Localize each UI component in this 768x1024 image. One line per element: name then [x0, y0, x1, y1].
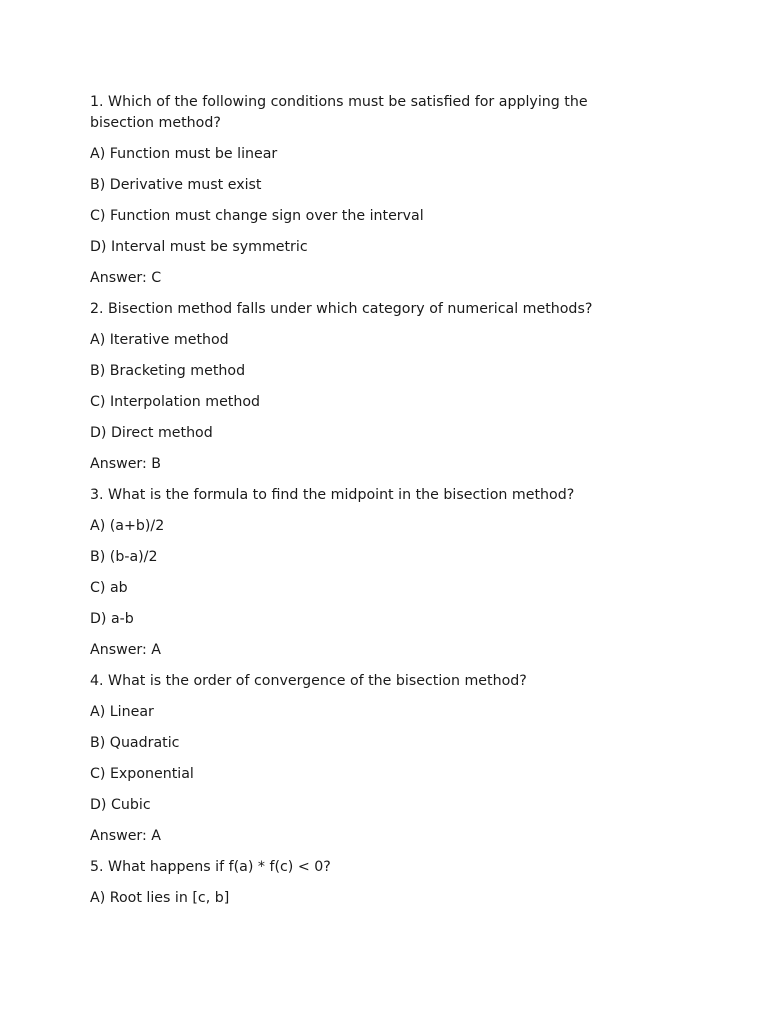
question-2: 2. Bisection method falls under which category of numerical methods?: [90, 301, 593, 317]
option-3b: B) (b-a)/2: [90, 549, 158, 565]
option-5a: A) Root lies in [c, b]: [90, 890, 230, 906]
option-4a: A) Linear: [90, 704, 154, 720]
question-4: 4. What is the order of convergence of the bisection method?: [90, 673, 527, 689]
option-2d: D) Direct method: [90, 425, 213, 441]
answer-4: Answer: A: [90, 828, 161, 844]
answer-1: Answer: C: [90, 270, 162, 286]
answer-3: Answer: A: [90, 642, 161, 658]
option-2b: B) Bracketing method: [90, 363, 246, 379]
option-2a: A) Iterative method: [90, 332, 229, 348]
question-1: 1. Which of the following conditions must be satisfied for applying the bisection method?: [90, 94, 588, 131]
option-4c: C) Exponential: [90, 766, 194, 782]
option-3a: A) (a+b)/2: [90, 518, 165, 534]
option-2c: C) Interpolation method: [90, 394, 261, 410]
option-3c: C) ab: [90, 580, 128, 596]
answer-2: Answer: B: [90, 456, 162, 472]
option-4d: D) Cubic: [90, 797, 151, 813]
option-3d: D) a-b: [90, 611, 134, 627]
option-4b: B) Quadratic: [90, 735, 180, 751]
document-page: [90, 92, 635, 919]
option-1c: C) Function must change sign over the interval: [90, 208, 424, 224]
option-1d: D) Interval must be symmetric: [90, 239, 308, 255]
question-3: 3. What is the formula to find the midpoint in the bisection method?: [90, 487, 575, 503]
question-5: 5. What happens if f(a) * f(c) < 0?: [90, 859, 331, 875]
option-1b: B) Derivative must exist: [90, 177, 262, 193]
option-1a: A) Function must be linear: [90, 146, 278, 162]
